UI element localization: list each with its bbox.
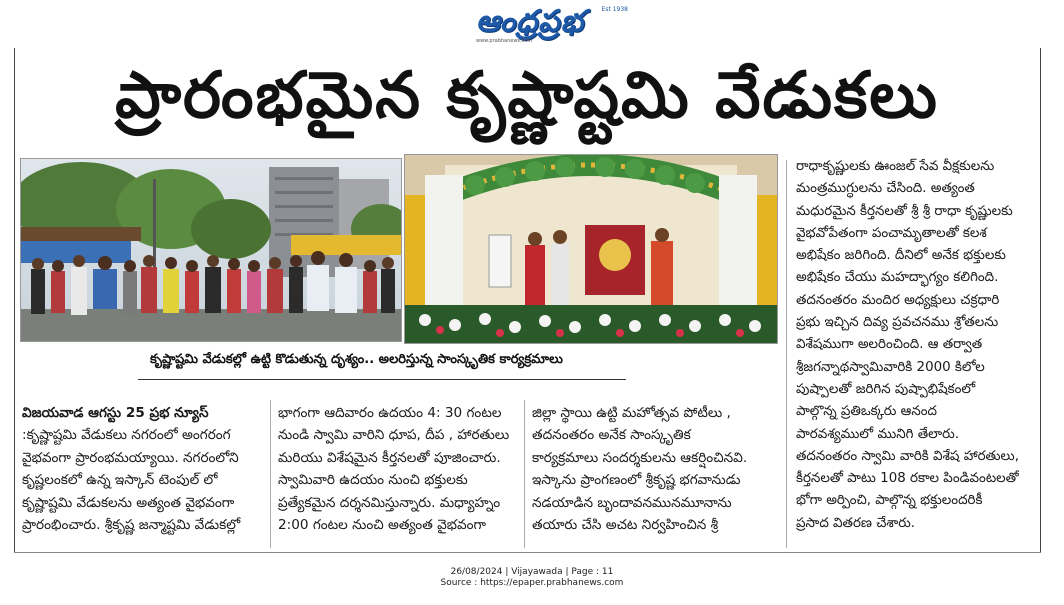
article-line: పాల్గొన్న ప్రతిఒక్కరు ఆనంద — [796, 404, 937, 420]
article-line: ప్రారంభించారు. శ్రీకృష్ణ జన్మాష్టమి వేడుకల్లో — [22, 517, 241, 534]
article-line: మంత్రముగ్ధులను చేసింది. అత్యంత — [796, 181, 975, 197]
article-line: వైభవోపేతంగా పంచామృతాలతో కలశ — [796, 225, 987, 241]
footer-source — [0, 578, 1064, 589]
column-divider — [270, 400, 271, 548]
masthead-since: Est 1938 — [601, 6, 628, 13]
masthead-tagline: www.prabhanews.com — [476, 38, 533, 44]
article-line: వైభవంగా ప్రారంభమయ్యాయి. నగరంలోని — [22, 449, 239, 466]
article-line: :కృష్ణాష్టమి వేడుకలు నగరంలో అంగరంగ — [22, 427, 231, 444]
frame-bottom-border — [14, 552, 1041, 553]
caption-rule — [138, 379, 626, 380]
article-line: పుష్పాలతో జరిగిన పుష్పాభిషేకంలో — [796, 381, 976, 397]
article-line: స్వామివారి ఉదయం నుంచి భక్తులకు — [278, 472, 468, 489]
photo-caption: కృష్ణాష్టమి వేడుకల్లో ఉట్టి కొడుతున్న దృశ్యం.. అలరిస్తున్న సాంస్కృతిక కార్యక్రమాలు — [150, 352, 563, 367]
article-line: కార్యక్రమాలు సందర్శకులను ఆకర్షించినవి. — [532, 449, 748, 466]
cultural-program-photo — [404, 154, 778, 344]
article-column-4 — [796, 156, 1036, 535]
article-line: ప్రసాద వితరణ చేశారు. — [796, 515, 916, 531]
article-line: తదనంతరం అనేక సాంస్కృతిక — [532, 427, 691, 444]
article-dateline: విజయవాడ ఆగస్టు 25 ప్రభ న్యూస్ — [22, 405, 209, 421]
article-line: రాధాకృష్ణులకు ఊంజల్ సేవ వీక్షకులను — [796, 159, 995, 174]
uttikotta-crowd-photo — [20, 158, 402, 342]
article-line: ఇస్కాను ప్రాంగణంలో శ్రీకృష్ణ భగవానుడు — [532, 472, 741, 489]
footer-source-link[interactable]: https://epaper.prabhanews.com — [480, 578, 624, 588]
article-line: కృష్ణాష్టమి వేడుకలను అత్యంత వైభవంగా — [22, 494, 235, 511]
article-line: కృష్ణలంకలో ఉన్న ఇస్కాన్ టెంపుల్ లో — [22, 472, 218, 489]
article-line: ప్రభు ఇచ్చిన దివ్య ప్రవచనము శ్రోతలను — [796, 315, 999, 331]
article-line: తయారు చేసి అచట నిర్వహించిన శ్రీ — [532, 517, 719, 534]
article-line: పారవశ్యములో మునిగి తేలారు. — [796, 426, 959, 442]
article-line: కీర్తనలతో పాటు 108 రకాల పిండివంటలతో — [796, 471, 1019, 487]
article-line: మధురమైన కీర్తనలతో శ్రీ శ్రీ రాధా కృష్ణులకు — [796, 203, 1013, 219]
column-divider — [786, 160, 787, 548]
article-line: నుండి స్వామి వారిని ధూప, దీప , హారతులు — [278, 427, 510, 444]
article-line: జిల్లా స్థాయి ఉట్టి మహోత్సవ పోటీలు , — [532, 405, 731, 421]
article-column-2 — [278, 402, 520, 536]
article-line: తదనంతరం స్వామి వారికి విశేష హారతులు, — [796, 448, 1019, 464]
article-line: అభిషేకం జరిగింది. దీనిలో అనేక భక్తులకు — [796, 248, 1006, 264]
article-line: విశేషముగా అలరించింది. ఆ తర్వాత — [796, 337, 983, 353]
footer-source-label: Source : — [440, 578, 481, 588]
article-column-1 — [22, 402, 266, 536]
masthead-logo — [430, 4, 630, 44]
article-line: నడయాడిన బృందావనమునమూనాను — [532, 494, 732, 511]
article-line: 2:00 గంటల నుంచి అత్యంత వైభవంగా — [278, 517, 487, 534]
article-line: శ్రీజగన్నాథస్వామివారికి 2000 కిలోల — [796, 359, 985, 375]
article-line: భాగంగా ఆదివారం ఉదయం 4: 30 గంటల — [278, 405, 502, 421]
masthead-title: ఆంధ్రప్రభ — [475, 4, 585, 39]
article-column-3 — [532, 402, 782, 536]
footer-date-edition: 26/08/2024 | Vijayawada | Page : 11 — [450, 567, 614, 577]
article-line: భోగా అర్పించి, పాల్గొన్న భక్తులందరికీ — [796, 493, 983, 509]
article-line: తదనంతరం మందిర అధ్యక్షులు చక్రధారి — [796, 292, 1000, 308]
article-line: అభిషేకం చేయు మహద్భాగ్యం కలిగింది. — [796, 270, 999, 286]
page-footer — [0, 567, 1064, 589]
article-headline: ప్రారంభమైన కృష్ణాష్టమి వేడుకలు — [115, 59, 939, 133]
column-divider — [524, 400, 525, 548]
article-line: ప్రత్యేకమైన దర్శనమిస్తున్నారు. మధ్యాహ్నం — [278, 494, 501, 511]
frame-right-border — [1040, 48, 1041, 553]
article-line: మరియు విశేషమైన కీర్తనలతో పూజించారు. — [278, 449, 501, 466]
